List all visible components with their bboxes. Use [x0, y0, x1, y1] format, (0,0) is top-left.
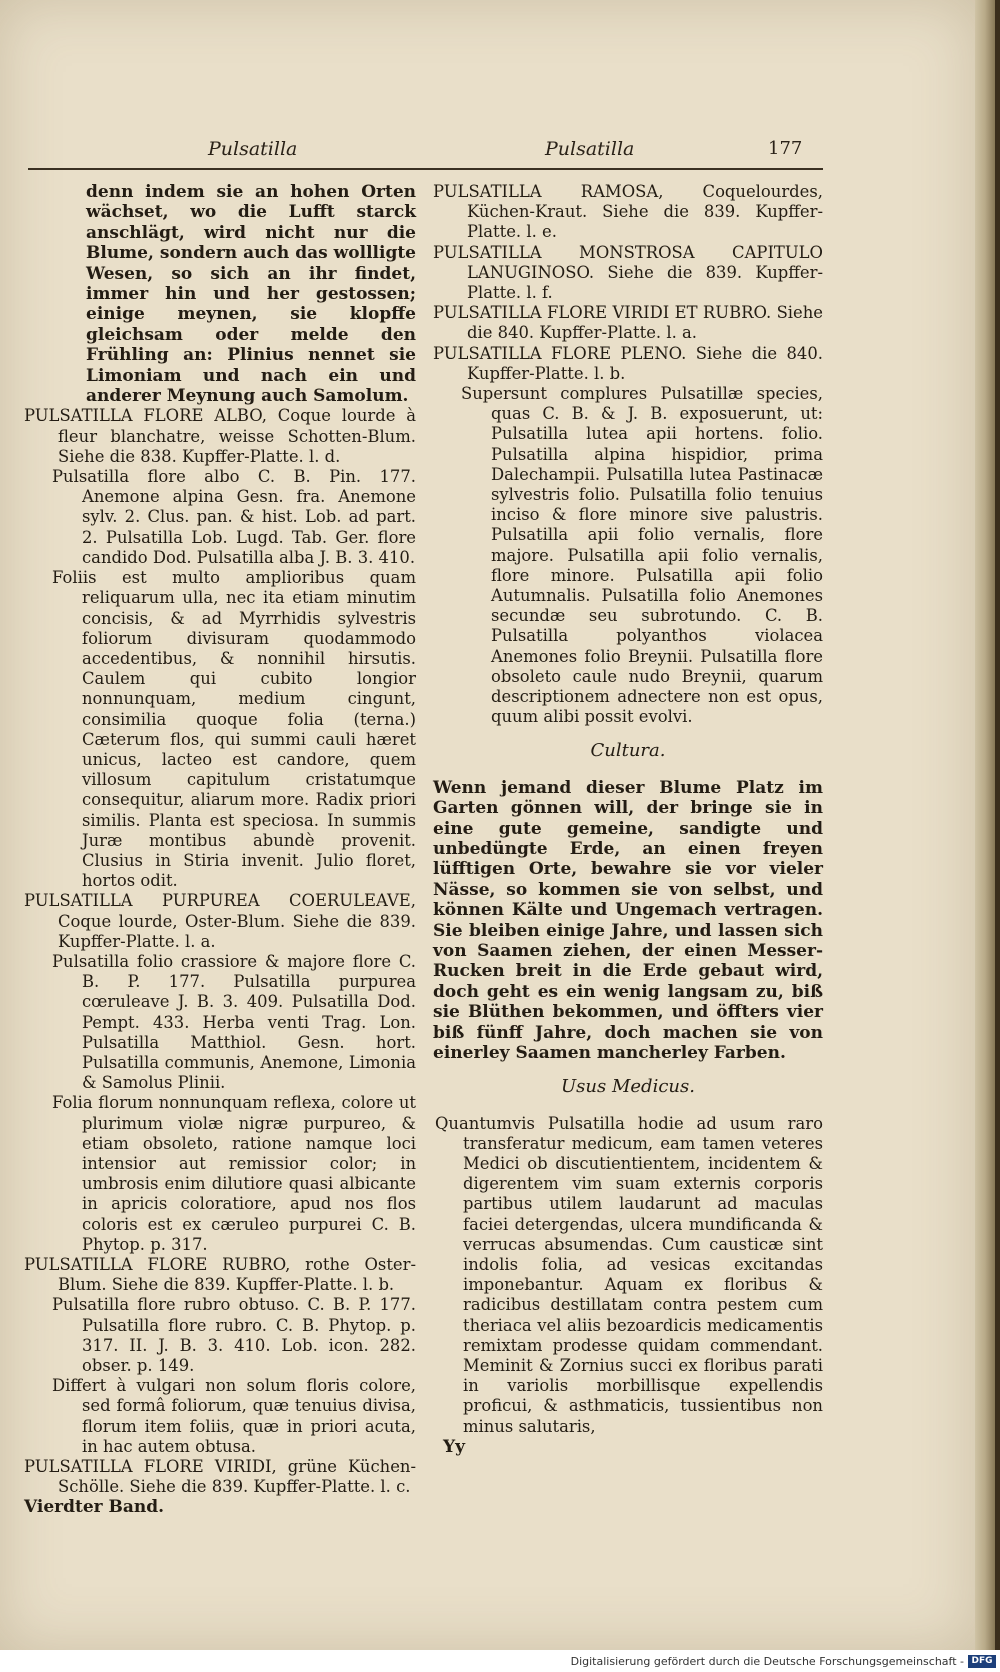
paragraph: PULSATILLA PURPUREA COERULEAVE, Coque lourde, Oster-Blum. Siehe die 839. Kupffer-Platte. l. a.	[24, 891, 416, 951]
paragraph: PULSATILLA FLORE VIRIDI ET RUBRO. Siehe die 840. Kupffer-Platte. l. a.	[433, 303, 823, 343]
right-paragraphs	[433, 182, 823, 727]
signature-mark: Yy	[443, 1436, 466, 1457]
paragraph: PULSATILLA MONSTROSA CAPITULO LANUGINOSO. Siehe die 839. Kupffer-Platte. l. f.	[433, 242, 823, 303]
running-head-right: Pulsatilla	[545, 138, 635, 160]
page-edge-shadow	[995, 0, 1000, 1650]
right-column	[433, 182, 823, 1457]
left-column	[24, 182, 416, 1518]
usus-text: Quantumvis Pulsatilla hodie ad usum raro transferatur medicum, eam tamen veteres Medici ob discutientientem, incidentem & digerentem vim suam externis corporis partibus utilem laudarunt ad maculas faciei detergendas, ulcera mundificanda & verrucas absumendas. Cum causticæ sint indolis folia, ad vesicas excitandas imponebantur. Aquam ex floribus & radicibus destillatam contra pestem cum theriaca vel aliis bezoardicis medicamentis remixtam prodesse quidam commendant. Meminit & Zornius succi ex floribus parati in variolis morbillisque expellendis proficui, & asthmaticis, tussientibus non minus salutaris,	[435, 1113, 823, 1436]
cultura-text: Wenn jemand dieser Blume Platz im Garten gönnen will, der bringe sie in eine gute gemeine, sandigte und unbedüngte Erde, an einen freyen lüfftigen Orte, bewahre sie vor vieler Nässe, so kommen sie von selbst, und können Kälte und Ungemach vertragen. Sie bleiben einige Jahre, und lassen sich von Saamen ziehen, der einen Messer-Rucken breit in die Erde gebaut wird, doch geht es ein wenig langsam zu, biß sie Blüthen bekommen, und öffters vier biß fünff Jahre, doch machen sie von einerley Saamen mancherley Farben.	[433, 777, 823, 1063]
usus-heading: Usus Medicus.	[561, 1076, 695, 1098]
dfg-logo: DFG	[968, 1655, 996, 1668]
paragraph: PULSATILLA RAMOSA, Coquelourdes, Küchen-Kraut. Siehe die 839. Kupffer-Platte. l. e.	[433, 182, 823, 242]
running-head-left: Pulsatilla	[208, 138, 298, 160]
cultura-heading: Cultura.	[590, 740, 666, 762]
paragraph: Pulsatilla flore albo C. B. Pin. 177. Anemone alpina Gesn. fra. Anemone sylv. 2. Clus. pan. & hist. Lob. ad part. 2. Pulsatilla Lob. Lugd. Tab. Ger. flore candido Dod. Pulsatilla alba J. B. 3. 410.	[52, 467, 416, 567]
paragraph: Differt à vulgari non solum floris colore, sed formâ foliorum, quæ tenuius divisa, florum item foliis, quæ in priori acuta, in hac autem obtusa.	[52, 1376, 416, 1456]
paragraph: Pulsatilla flore rubro obtuso. C. B. P. 177. Pulsatilla flore rubro. C. B. Phytop. p. 317. II. J. B. 3. 410. Lob. icon. 282. obser. p. 149.	[52, 1295, 416, 1376]
page-number: 177	[768, 138, 803, 159]
footer-bar	[0, 1652, 1000, 1672]
left-paragraphs	[24, 182, 416, 1497]
footer-credit: Digitalisierung gefördert durch die Deutsche Forschungsgemeinschaft -	[570, 1655, 964, 1668]
paragraph: Folia florum nonnunquam reflexa, colore ut plurimum violæ nigræ purpureo, & etiam obsoleto, ratione namque loci intensior aut remissior color; in umbrosis enim dilutiore quasi albicante in apricis coloratiore, apud nos flos coloris est ex cæruleo purpurei C. B. Phytop. p. 317.	[52, 1093, 416, 1254]
paragraph: Pulsatilla folio crassiore & majore flore C. B. P. 177. Pulsatilla purpurea cœruleave J. B. 3. 409. Pulsatilla Dod. Pempt. 433. Herba venti Trag. Lon. Pulsatilla Matthiol. Gesn. hort. Pulsatilla communis, Anemone, Limonia & Samolus Plinii.	[52, 951, 416, 1093]
signature-line: Vierdter Band.	[24, 1497, 165, 1518]
paragraph: PULSATILLA FLORE RUBRO, rothe Oster-Blum. Siehe die 839. Kupffer-Platte. l. b.	[24, 1255, 416, 1295]
paragraph: Foliis est multo amplioribus quam reliquarum ulla, nec ita etiam minutim concisis, & ad Myrrhidis sylvestris foliorum divisuram quodammodo accedentibus, & nonnihil hirsutis. Caulem qui cubito longior nonnunquam, medium cingunt, consimilia quoque folia (terna.) Cæterum flos, qui summi cauli hæret unicus, lacteo est candore, quem villosum capitulum cristatumque consequitur, aliarum more. Radix priori similis. Planta est speciosa. In summis Juræ montibus abundè provenit. Clusius in Stiria invenit. Julio floret, hortos odit.	[52, 568, 416, 891]
header-rule	[28, 168, 823, 170]
paragraph: PULSATILLA FLORE PLENO. Siehe die 840. Kupffer-Platte. l. b.	[433, 343, 823, 383]
paragraph: Supersunt complures Pulsatillæ species, quas C. B. & J. B. exposuerunt, ut: Pulsatilla lutea apii hortens. folio. Pulsatilla alpina hispidior, prima Dalechampii. Pulsatilla lutea Pastinacæ sylvestris folio. Pulsatilla folio tenuius inciso & flore minore sive palustris. Pulsatilla apii folio vernalis, flore majore. Pulsatilla apii folio vernalis, flore minore. Pulsatilla apii folio Autumnalis. Pulsatilla folio Anemones secundæ seu subrotundo. C. B. Pulsatilla polyanthos violacea Anemones folio Breynii. Pulsatilla flore obsoleto caule nudo Breynii, quarum descriptionem adnectere non est opus, quum alibi possit evolvi.	[461, 384, 823, 727]
paragraph: PULSATILLA FLORE ALBO, Coque lourde à fleur blanchatre, weisse Schotten-Blum. Siehe die 838. Kupffer-Platte. l. d.	[24, 406, 416, 466]
paragraph: denn indem sie an hohen Orten wächset, wo die Lufft starck anschlägt, wird nicht nur die Blume, sondern auch das wollligte Wesen, so sich an ihr findet, immer hin und her gestossen; einige meynen, sie klopffe gleichsam oder melde den Frühling an: Plinius nennet sie Limoniam und nach ein und anderer Meynung auch Samolum.	[86, 182, 416, 407]
paragraph: PULSATILLA FLORE VIRIDI, grüne Küchen-Schölle. Siehe die 839. Kupffer-Platte. l. c.	[24, 1457, 416, 1497]
